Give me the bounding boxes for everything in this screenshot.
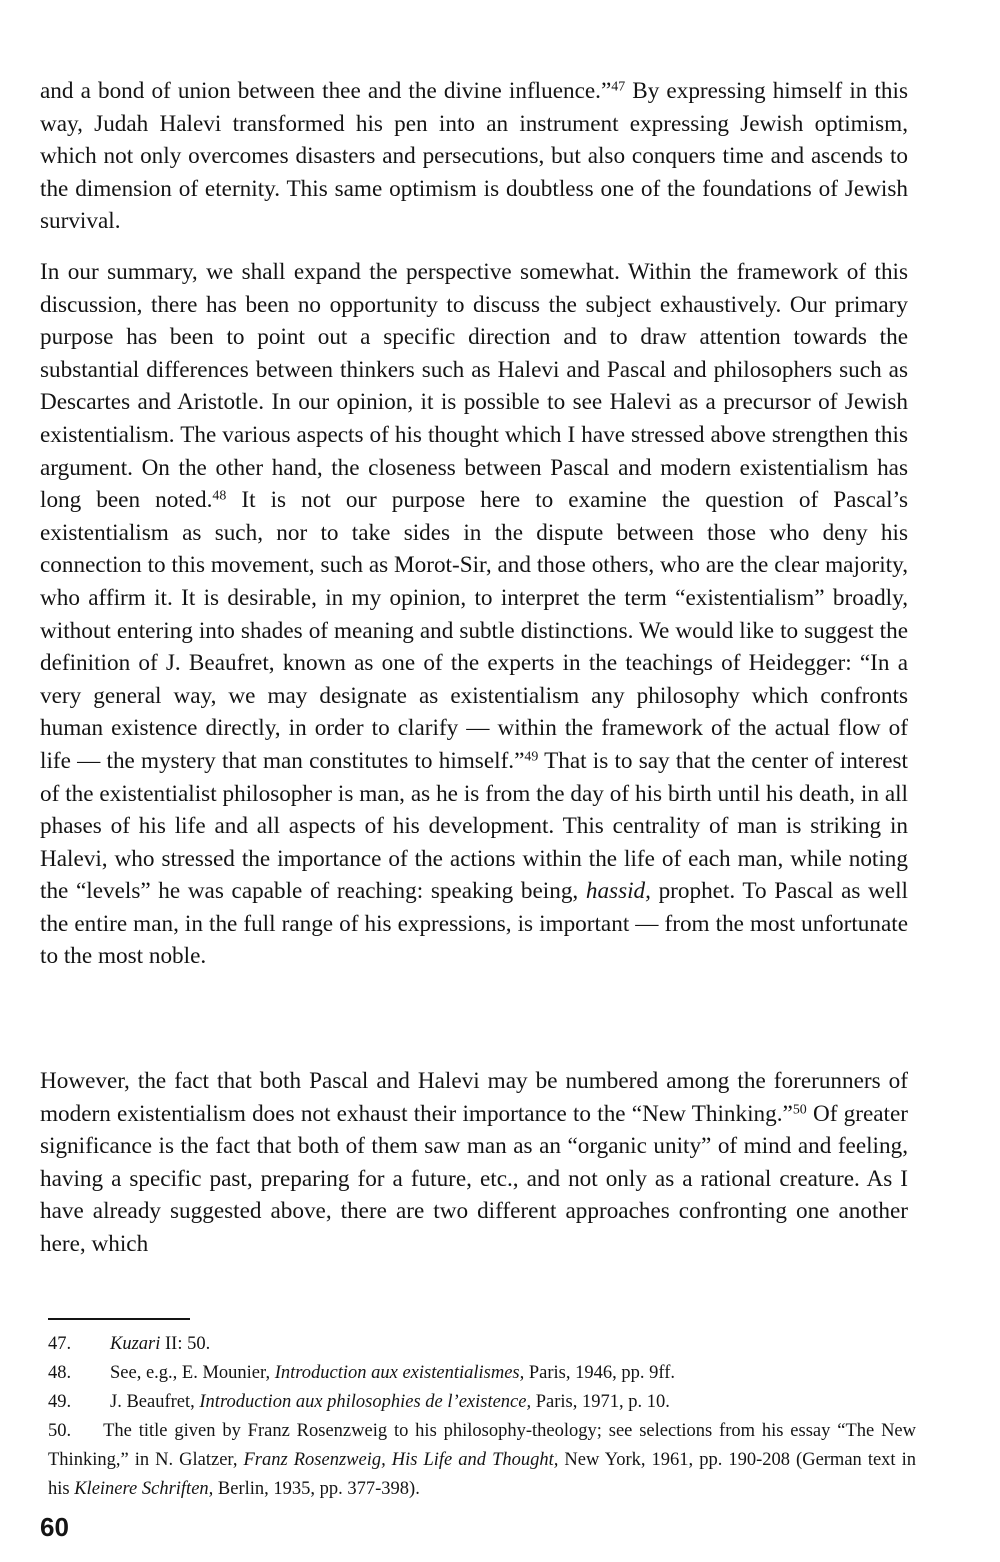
footnote-separator-rule <box>48 1318 190 1320</box>
footnote-49 <box>48 1388 916 1417</box>
text-run: That is to say that the center of interest of the existentialist philosopher is man, as he is from the day of his birth until his death, in all phases of his life and all aspects of his development. This centrality of man is striking in Halevi, who stressed the importance of the actions within the life of each man, while noting the “levels” he was capable of reaching: speaking being, <box>40 747 909 905</box>
footnote-47 <box>48 1330 916 1359</box>
footnote-number: 47. <box>48 1334 72 1354</box>
italic-text: Kuzari <box>110 1334 161 1354</box>
footnote-marker: 49 <box>524 749 539 765</box>
footnote-number: 49. <box>48 1392 72 1412</box>
text-run: It is not our purpose here to examine the question of Pascal’s existentialism as such, nor to take sides in the dispute between those who deny his connection to this movement, such as Morot-Sir, and those others, who are the clear majority, who affirm it. It is desirable, in my opinion, to interpret the term “existentialism” broadly, without entering into shades of meaning and subtle distinctions. We would like to suggest the definition of J. Beaufret, known as one of the experts in the teachings of Heidegger: “In a very general way, we may designate as existentialism any philosophy which confronts human existence directly, in order to clarify — within the framework of the actual flow of life — the mystery that man constitutes to himself.” <box>40 487 908 774</box>
body-paragraph-1 <box>40 75 908 238</box>
text-run: prophet. To Pascal as well the entire man, in the full range of his expressions, is important — from the most unfortunate to the most noble. <box>40 878 908 970</box>
body-paragraph-2 <box>40 256 908 973</box>
text-run: See, e.g., E. Mounier, <box>110 1363 275 1383</box>
footnote-text <box>110 1388 916 1417</box>
italic-text: Kleinere Schriften, <box>74 1479 214 1499</box>
text-run: Paris, 1946, pp. 9ff. <box>524 1363 675 1383</box>
footnotes <box>48 1330 916 1504</box>
footnote-50 <box>48 1417 916 1504</box>
text-run: II: 50. <box>160 1334 211 1354</box>
text-run: J. Beaufret, <box>110 1392 200 1412</box>
text-run: Paris, 1971, p. 10. <box>531 1392 670 1412</box>
footnote-text <box>110 1330 916 1359</box>
text-run: Berlin, 1935, pp. 377-398). <box>213 1479 420 1499</box>
italic-text: Franz Rosenzweig, His Life and Thought, <box>243 1450 559 1470</box>
text-run: In our summary, we shall expand the perspective somewhat. Within the framework of this discussion, there has been no opportunity to discuss the subject exhaustively. Our primary purpose has been to point out a specific direction and to draw attention towards the substantial differences between thinkers such as Halevi and Pascal and philosophers such as Descartes and Aristotle. In our opinion, it is possible to see Halevi as a precursor of Jewish existentialism. The various aspects of his thought which I have stressed above strengthen this argument. On the other hand, the closeness between Pascal and modern existentialism has long been noted. <box>40 259 908 514</box>
text-run: and a bond of union between thee and the divine influence.” <box>40 78 612 104</box>
footnote-number: 48. <box>48 1363 72 1383</box>
footnote-text <box>48 1421 916 1499</box>
footnote-text <box>110 1359 916 1388</box>
body-paragraph-3 <box>40 1065 908 1261</box>
text-run: Of greater significance is the fact that both of them saw man as an “organic unity” of mind and feeling, having a specific past, preparing for a future, etc., and not only as a rational creature. As I have already suggested above, there are two different approaches confronting one another here, which <box>40 1100 908 1257</box>
footnote-marker: 47 <box>611 79 626 95</box>
footnote-number: 50. <box>48 1421 72 1441</box>
footnote-48 <box>48 1359 916 1388</box>
italic-text: hassid, <box>585 878 651 905</box>
page-number: 60 <box>40 1512 69 1542</box>
italic-text: Introduction aux philosophies de l’existence, <box>199 1392 532 1412</box>
text-run: However, the fact that both Pascal and Halevi may be numbered among the forerunners of modern existentialism does not exhaust their importance to the “New Thinking.” <box>40 1068 908 1127</box>
italic-text: Introduction aux existentialismes, <box>274 1363 525 1383</box>
text-run: New York, 1961, pp. 190-208 (German text in his <box>48 1450 916 1499</box>
footnote-marker: 48 <box>212 488 227 504</box>
text-run: The title given by Franz Rosenzweig to his philosophy-theology; see selections from his essay “The New Thinking,” in N. Glatzer, <box>48 1421 916 1470</box>
footnote-marker: 50 <box>792 1101 807 1117</box>
text-run: By expressing himself in this way, Judah Halevi transformed his pen into an instrument expressing Jewish optimism, which not only overcomes disasters and persecutions, but also conquers time and ascends to the dimension of eternity. This same optimism is doubtless one of the foundations of Jewish survival. <box>40 78 908 235</box>
